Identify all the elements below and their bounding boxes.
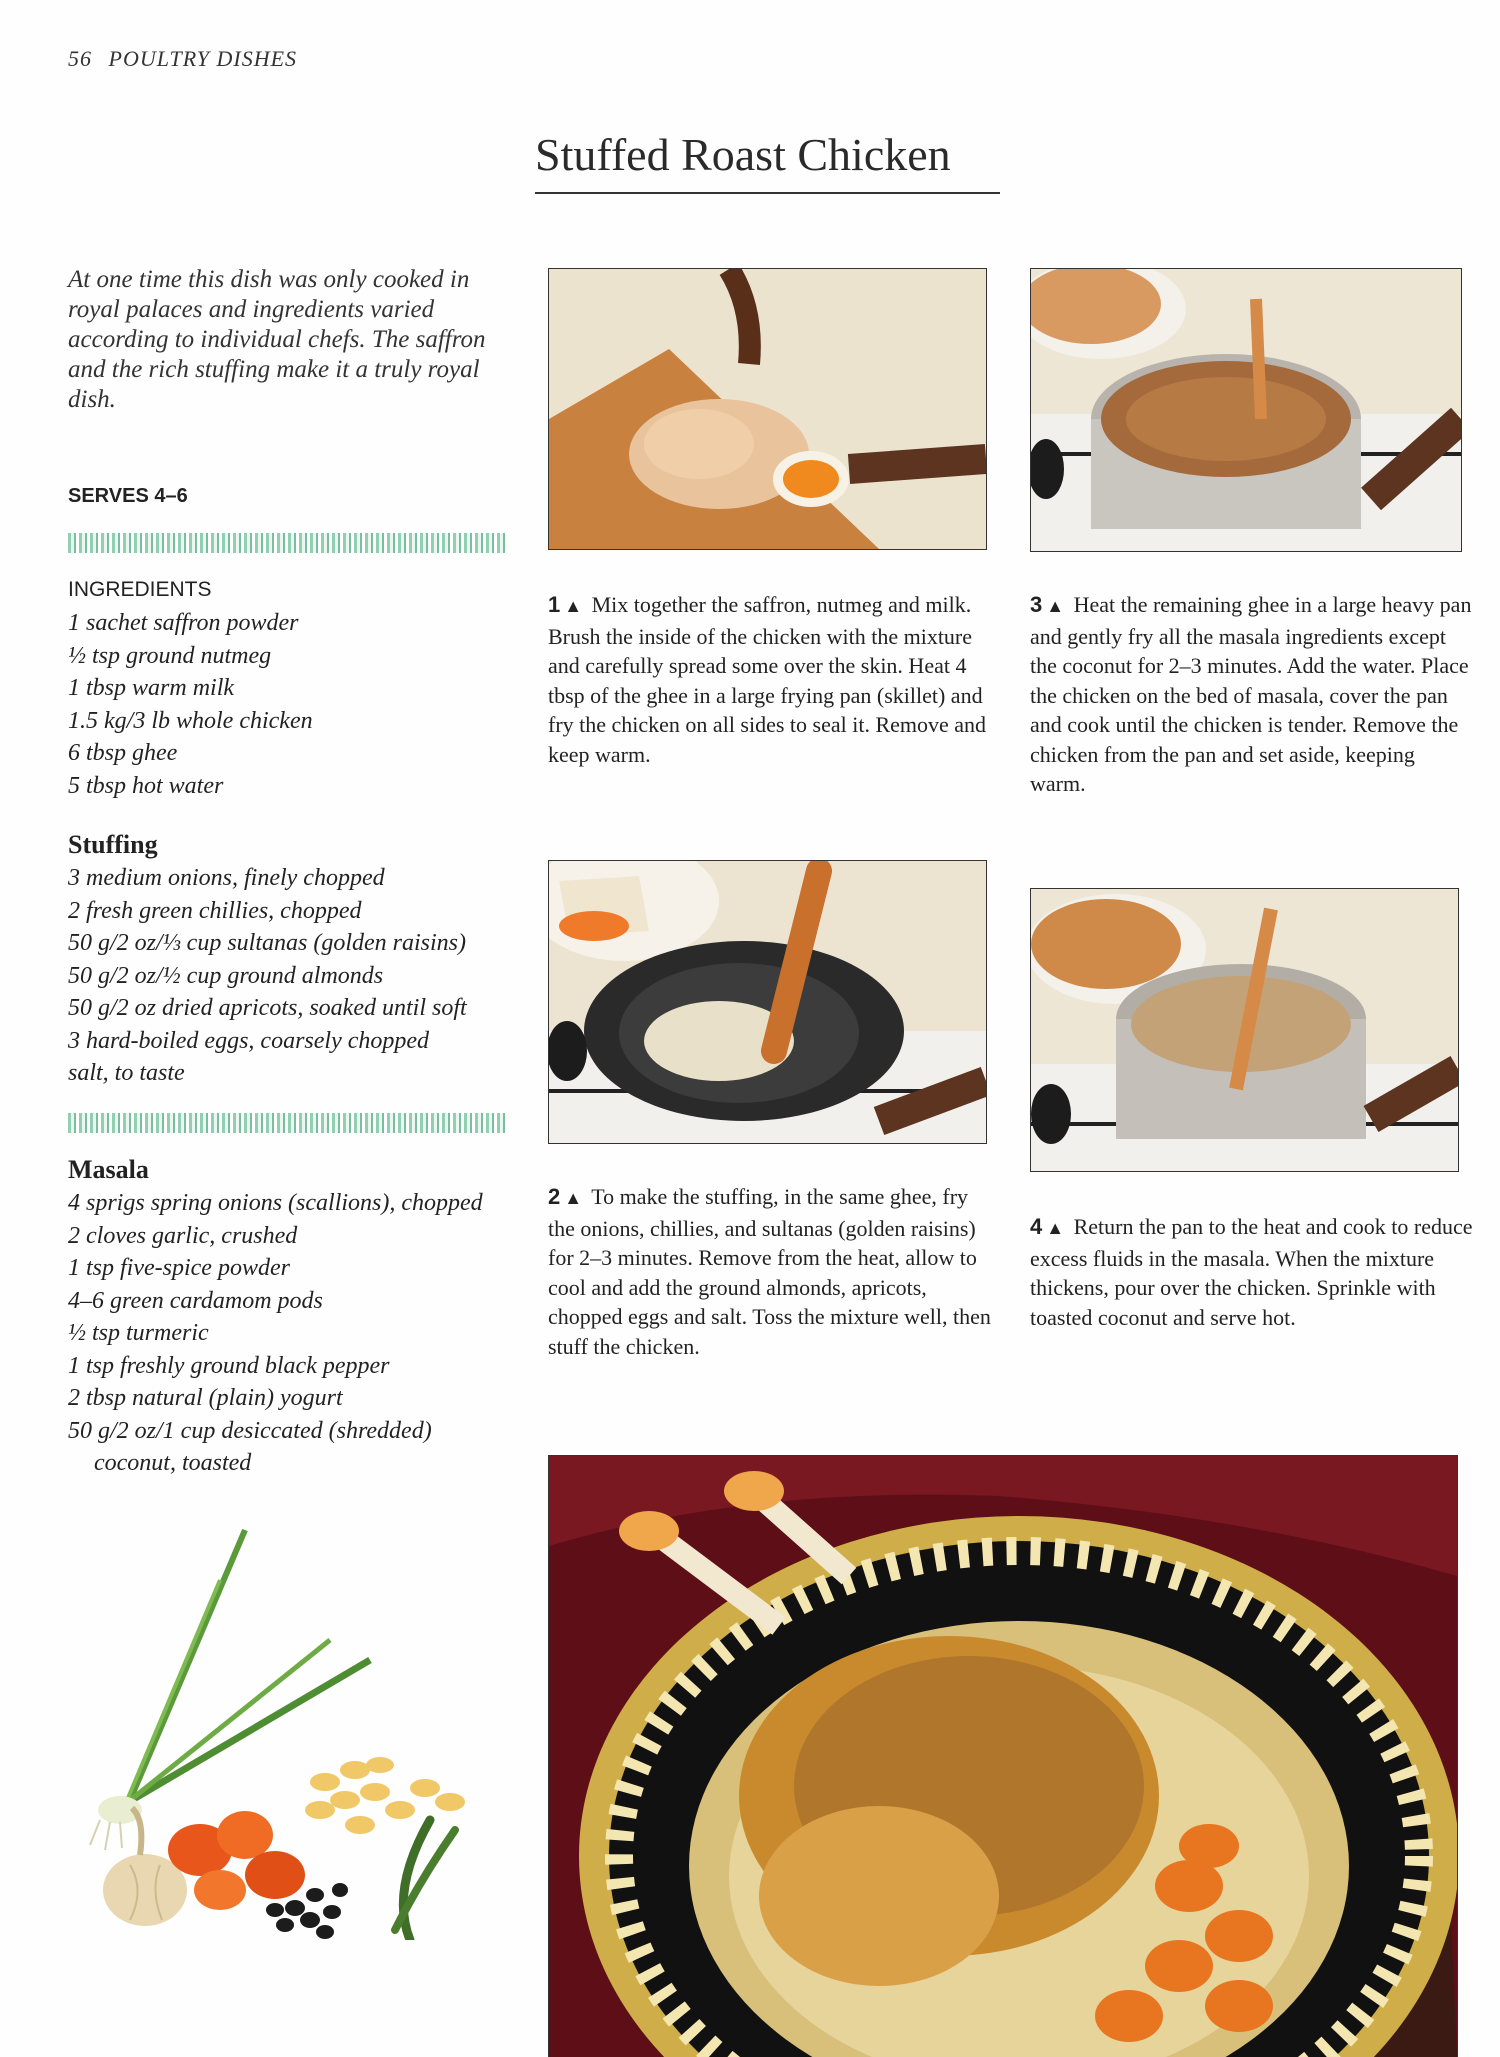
step-text: Return the pan to the heat and cook to reduce excess fluids in the masala. When the mixture thickens, pour over the chicken. Sprinkle with toasted coconut and serve hot. <box>1030 1214 1473 1330</box>
serves-label: SERVES 4–6 <box>68 485 188 507</box>
list-item: 1 sachet saffron powder <box>68 610 299 636</box>
list-item: 3 hard-boiled eggs, coarsely chopped <box>68 1027 430 1054</box>
step-4-photo <box>1030 888 1459 1172</box>
list-item: 2 fresh green chillies, chopped <box>68 897 362 924</box>
stuffing-list <box>68 862 528 1090</box>
decorative-divider <box>68 1113 506 1133</box>
green-chillies-image <box>395 1820 455 1940</box>
step-1 <box>548 590 993 769</box>
section-title: POULTRY DISHES <box>108 46 298 71</box>
intro-text: At one time this dish was only cooked in royal palaces and ingredients varied according to individual chefs. The saffron and the rich stuffing make it a truly royal dish. <box>68 266 486 413</box>
ingredients-illustration <box>70 1520 520 1940</box>
list-item: 1 tbsp warm milk <box>68 675 235 701</box>
list-item: 1 tsp five-spice powder <box>68 1255 290 1281</box>
step-2 <box>548 1182 993 1361</box>
step-text: Heat the remaining ghee in a large heavy pan and gently fry all the masala ingredients except the coconut for 2–3 minutes. Add the water. Place the chicken on the bed of masala, cover the pan and cook until the chicken is tender. Remove the chicken from the pan and set aside, keeping warm. <box>1030 592 1472 796</box>
list-item: 50 g/2 oz/⅓ cup sultanas (golden raisins) <box>68 930 467 956</box>
ingredients-list <box>68 607 528 802</box>
page-number: 56 <box>68 46 92 71</box>
triangle-icon: ▲ <box>1046 1218 1065 1238</box>
finished-dish-photo <box>548 1455 1458 2057</box>
list-item: 50 g/2 oz/1 cup desiccated (shredded) <box>68 1417 432 1444</box>
garlic-image <box>103 1808 187 1926</box>
title-underline <box>535 192 1000 194</box>
masala-heading: Masala <box>68 1155 149 1184</box>
list-item: 4 sprigs spring onions (scallions), chopped <box>68 1190 483 1216</box>
almonds-image <box>305 1757 465 1834</box>
list-item: 6 tbsp ghee <box>68 740 178 766</box>
decorative-divider <box>68 533 506 553</box>
list-item: salt, to taste <box>68 1060 185 1086</box>
list-item: ½ tsp turmeric <box>68 1320 209 1346</box>
ingredients-heading: INGREDIENTS <box>68 578 212 601</box>
list-item: 1.5 kg/3 lb whole chicken <box>68 707 313 734</box>
triangle-icon: ▲ <box>564 596 583 616</box>
list-item: 1 tsp freshly ground black pepper <box>68 1352 390 1379</box>
running-head <box>68 46 297 72</box>
step-4 <box>1030 1212 1475 1332</box>
triangle-icon: ▲ <box>1046 596 1065 616</box>
step-number: 4 <box>1030 1214 1043 1239</box>
spring-onion-image <box>90 1530 370 1850</box>
recipe-title: Stuffed Roast Chicken <box>535 129 951 180</box>
step-1-photo <box>548 268 987 550</box>
list-item: ½ tsp ground nutmeg <box>68 642 272 669</box>
dried-apricots-image <box>168 1811 305 1910</box>
step-2-photo <box>548 860 987 1144</box>
list-item: 5 tbsp hot water <box>68 772 224 799</box>
stuffing-heading: Stuffing <box>68 830 158 859</box>
step-3-photo <box>1030 268 1462 552</box>
list-item: coconut, toasted <box>94 1450 252 1476</box>
list-item: 4–6 green cardamom pods <box>68 1287 323 1314</box>
step-number: 3 <box>1030 592 1043 617</box>
list-item: 2 tbsp natural (plain) yogurt <box>68 1385 343 1411</box>
step-text: To make the stuffing, in the same ghee, fry the onions, chillies, and sultanas (golden raisins) for 2–3 minutes. Remove from the heat, allow to cool and add the ground almonds, apricots, chopped eggs and salt. Toss the mixture well, then stuff the chicken. <box>548 1184 991 1359</box>
step-text: Mix together the saffron, nutmeg and milk. Brush the inside of the chicken with the mixture and carefully spread some over the skin. Heat 4 tbsp of the ghee in a large frying pan (skillet) and fry the chicken on all sides to seal it. Remove and keep warm. <box>548 592 987 767</box>
step-3 <box>1030 590 1475 799</box>
masala-list <box>68 1187 528 1480</box>
list-item: 50 g/2 oz/½ cup ground almonds <box>68 962 384 989</box>
list-item: 50 g/2 oz dried apricots, soaked until soft <box>68 995 467 1021</box>
step-number: 2 <box>548 1184 561 1209</box>
step-number: 1 <box>548 592 561 617</box>
triangle-icon: ▲ <box>564 1188 583 1208</box>
list-item: 3 medium onions, finely chopped <box>68 865 385 891</box>
list-item: 2 cloves garlic, crushed <box>68 1222 298 1249</box>
